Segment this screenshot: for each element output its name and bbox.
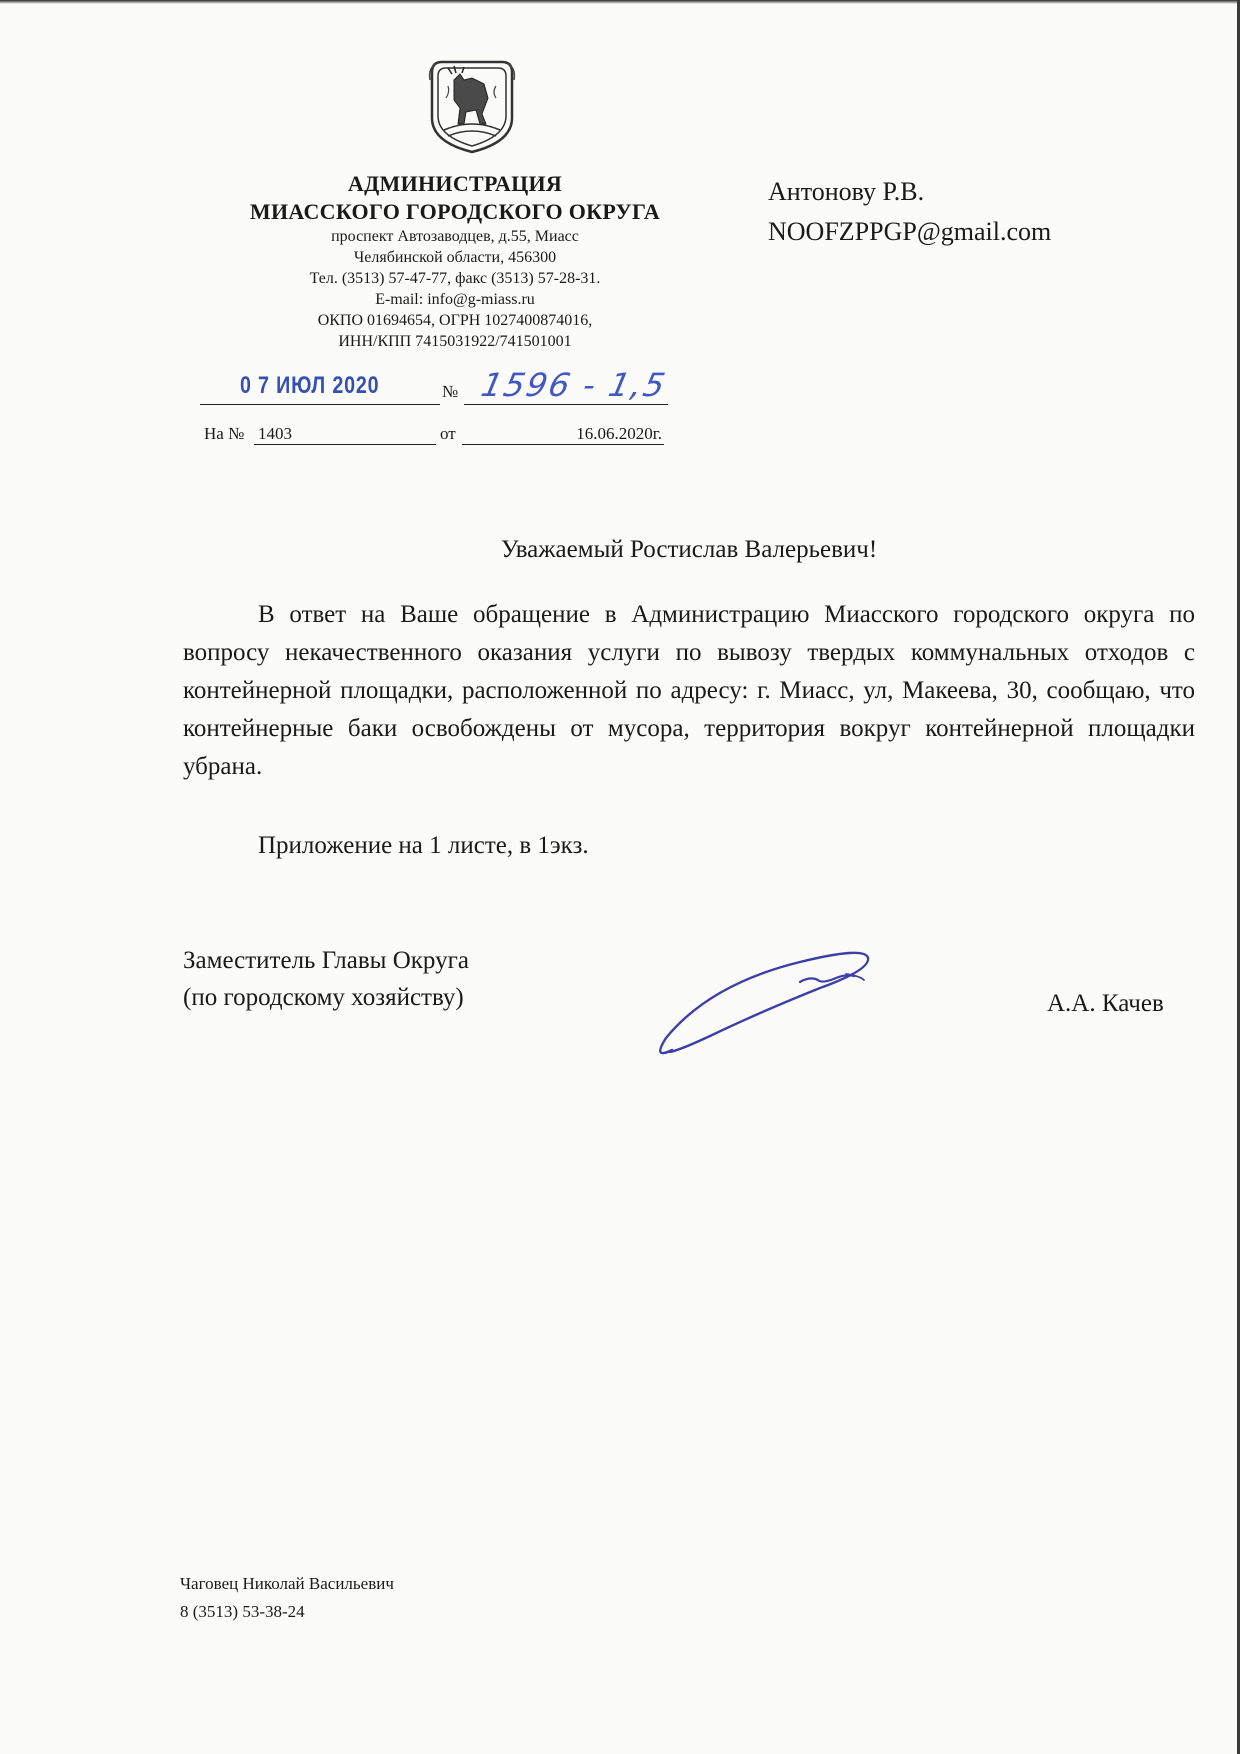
- outgoing-number: 1596 - 1,5: [477, 366, 671, 404]
- date-underline: [200, 404, 440, 405]
- handwritten-signature: [650, 940, 880, 1062]
- number-underline: [464, 404, 668, 405]
- recipient-block: [768, 172, 1208, 252]
- contact-phone: 8 (3513) 53-38-24: [180, 1602, 305, 1621]
- signer-title-line2: (по городскому хозяйству): [183, 984, 464, 1011]
- scan-edge-top: [0, 0, 1240, 4]
- address-line1: проспект Автозаводцев, д.55, Миасс: [331, 228, 579, 245]
- contact-block: [180, 1570, 394, 1626]
- attachment-note: Приложение на 1 листе, в 1экз.: [258, 832, 589, 859]
- phone-fax: Тел. (3513) 57-47-77, факс (3513) 57-28-31.: [309, 270, 601, 287]
- sender-block: [200, 170, 710, 352]
- recipient-name: Антонову Р.В.: [768, 177, 925, 206]
- contact-name: Чаговец Николай Васильевич: [180, 1574, 394, 1593]
- reference-date: 16.06.2020г.: [462, 424, 664, 445]
- coat-of-arms-icon: [426, 58, 518, 154]
- address-line2: Челябинской области, 456300: [353, 249, 557, 266]
- okpo-ogrn: ОКПО 01694654, ОГРН 1027400874016,: [317, 312, 593, 329]
- signer-name: А.А. Качев: [1047, 990, 1164, 1017]
- greeting: Уважаемый Ростислав Валерьевич!: [500, 536, 878, 563]
- letter-body: В ответ на Ваше обращение в Администрацию Миасского городского округа по вопросу некачественного оказания услуги по вывозу твердых коммунальных отходов с контейнерной площадки, расположенной по адресу: г. Миасс, ул, Макеева, 30, сообщаю, что контейнерные баки освобождены от мусора, территория вокруг контейнерной площадки убрана.: [183, 601, 1195, 780]
- date-stamp: 0 7 ИЮЛ 2020: [240, 372, 380, 399]
- registration-row: [200, 366, 671, 406]
- inn-kpp: ИНН/КПП 7415031922/741501001: [338, 333, 572, 350]
- reference-row: [204, 424, 674, 450]
- org-name-line1: АДМИНИСТРАЦИЯ: [347, 171, 563, 196]
- signer-title: [183, 942, 603, 1016]
- signer-title-line1: Заместитель Главы Округа: [183, 947, 469, 974]
- reference-number: 1403: [254, 424, 436, 445]
- org-name-line2: МИАССКОГО ГОРОДСКОГО ОКРУГА: [249, 199, 661, 224]
- org-email: E-mail: info@g-miass.ru: [375, 291, 535, 308]
- reference-label: На №: [204, 424, 245, 443]
- recipient-email: NOOFZPPGP@gmail.com: [768, 217, 1052, 246]
- number-label: №: [442, 382, 459, 401]
- reference-from-label: от: [440, 424, 456, 443]
